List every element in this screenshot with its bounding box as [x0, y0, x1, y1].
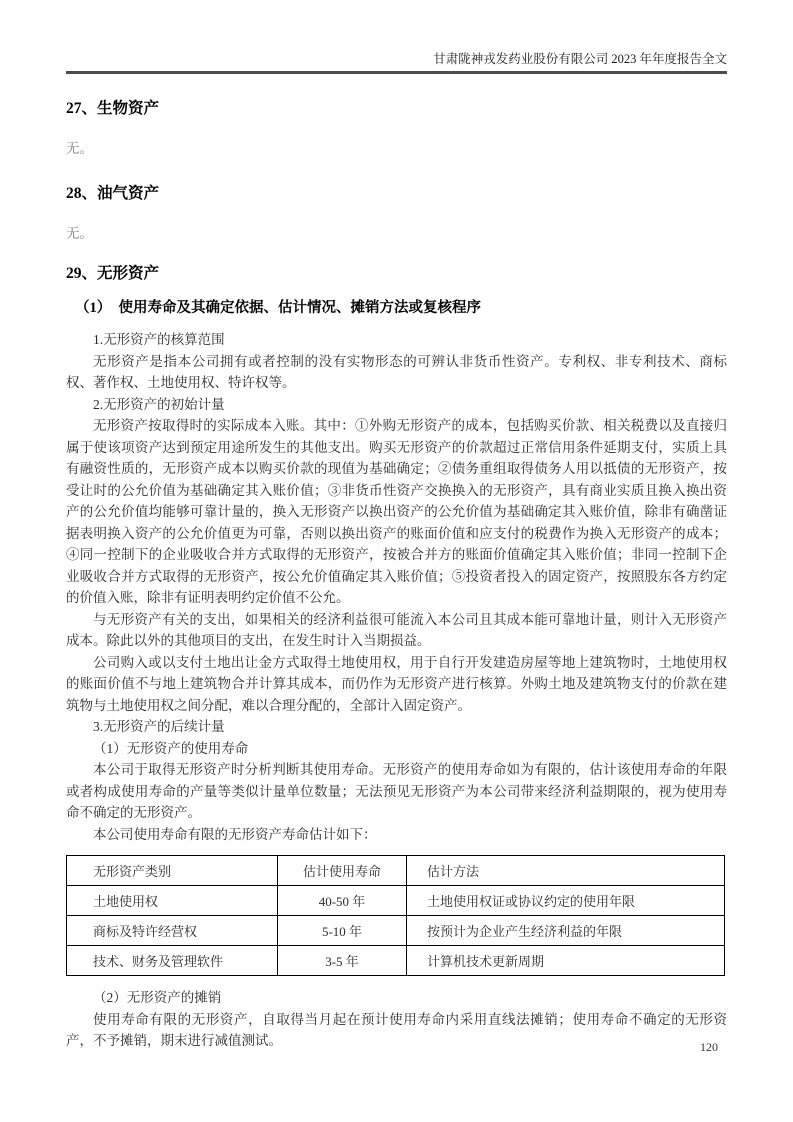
table-row	[67, 946, 725, 976]
section-heading-27: 27、生物资产	[66, 100, 160, 117]
table-header-cell: 估计方法	[407, 856, 725, 886]
paragraph: （1）无形资产的使用寿命	[93, 740, 249, 756]
table-header-row	[67, 856, 725, 886]
paragraph: 公司购入或以支付土地出让金方式取得土地使用权，用于自行开发建造房屋等地上建筑物时，土地使用权的账面价值不与地上建筑物合并计算其成本，而仍作为无形资产进行核算。外购土地及建筑物支付的价款在建筑物与土地使用权之间分配，难以合理分配的，全部计入固定资产。	[66, 654, 727, 713]
section-28-body: 无。	[66, 225, 93, 241]
section-27-body: 无。	[66, 141, 93, 156]
paragraph: 使用寿命有限的无形资产，自取得当月起在预计使用寿命内采用直线法摊销；使用寿命不确定的无形资产，不予摊销，期末进行减值测试。	[66, 1011, 727, 1048]
section-29-body-after-table	[66, 987, 727, 1052]
table-cell: 技术、财务及管理软件	[67, 946, 278, 976]
table-header-cell: 估计使用寿命	[278, 856, 407, 886]
table-cell: 计算机技术更新周期	[407, 946, 725, 976]
report-header-title: 甘肃陇神戎发药业股份有限公司 2023 年年度报告全文	[433, 52, 727, 66]
paragraph: 与无形资产有关的支出，如果相关的经济利益很可能流入本公司且其成本能可靠地计量，则计入无形资产成本。除此以外的其他项目的支出，在发生时计入当期损益。	[66, 611, 727, 648]
table-cell: 商标及特许经营权	[67, 916, 278, 946]
table-row	[67, 886, 725, 916]
section-29-subheading-1: （1） 使用寿命及其确定依据、估计情况、摊销方法或复核程序	[75, 300, 481, 316]
table-cell: 土地使用权证或协议约定的使用年限	[407, 886, 725, 916]
table-header-cell: 无形资产类别	[67, 856, 278, 886]
section-heading-29: 29、无形资产	[66, 265, 160, 282]
paragraph: 3.无形资产的后续计量	[93, 719, 225, 734]
page-content	[66, 96, 727, 1052]
paragraph: 本公司于取得无形资产时分析判断其使用寿命。无形资产的使用寿命如为有限的，估计该使用寿命的年限或者构成使用寿命的产量等类似计量单位数量；无法预见无形资产为本公司带来经济利益期限的，视为使用寿命不确定的无形资产。	[66, 762, 727, 820]
useful-life-table	[66, 855, 725, 976]
paragraph: 无形资产按取得时的实际成本入账。其中：①外购无形资产的成本，包括购买价款、相关税费以及直接归属于使该项资产达到预定用途所发生的其他支出。购买无形资产的价款超过正常信用条件延期支付，实质上具有融资性质的，无形资产成本以购买价款的现值为基础确定；②债务重组取得债务人用以抵债的无形资产，按受让时的公允价值为基础确定其入账价值；③非货币性资产交换换入的无形资产，具有商业实质且换入换出资产的公允价值均能够可靠计量的，换入无形资产以换出资产的公允价值为基础确定其入账价值，除非有确凿证据表明换入资产的公允价值更为可靠，否则以换出资产的账面价值和应支付的税费作为换入无形资产的成本；④同一控制下的企业吸收合并方式取得的无形资产，按被合并方的账面价值确定其入账价值；非同一控制下企业吸收合并方式取得的无形资产，按公允价值确定其入账价值；⑤投资者投入的固定资产，按照股东各方约定的价值入账，除非有证明表明约定价值不公允。	[66, 418, 727, 605]
table-cell: 3-5 年	[278, 946, 407, 976]
table-row	[67, 916, 725, 946]
paragraph: （2）无形资产的摊销	[93, 990, 222, 1005]
table-cell: 5-10 年	[278, 916, 407, 946]
paragraph: 本公司使用寿命有限的无形资产寿命估计如下：	[93, 826, 377, 842]
table-cell: 40-50 年	[278, 886, 407, 916]
header-divider	[66, 71, 727, 74]
table-cell: 按预计为企业产生经济利益的年限	[407, 916, 725, 946]
section-heading-28: 28、油气资产	[66, 184, 160, 202]
page-number: 120	[700, 1040, 718, 1054]
paragraph: 1.无形资产的核算范围	[93, 332, 225, 347]
paragraph: 2.无形资产的初始计量	[93, 396, 225, 412]
paragraph: 无形资产是指本公司拥有或者控制的没有实物形态的可辨认非货币性资产。专利权、非专利技术、商标权、著作权、土地使用权、特许权等。	[66, 353, 727, 390]
table-cell: 土地使用权	[67, 886, 278, 916]
section-29-body	[66, 329, 727, 845]
